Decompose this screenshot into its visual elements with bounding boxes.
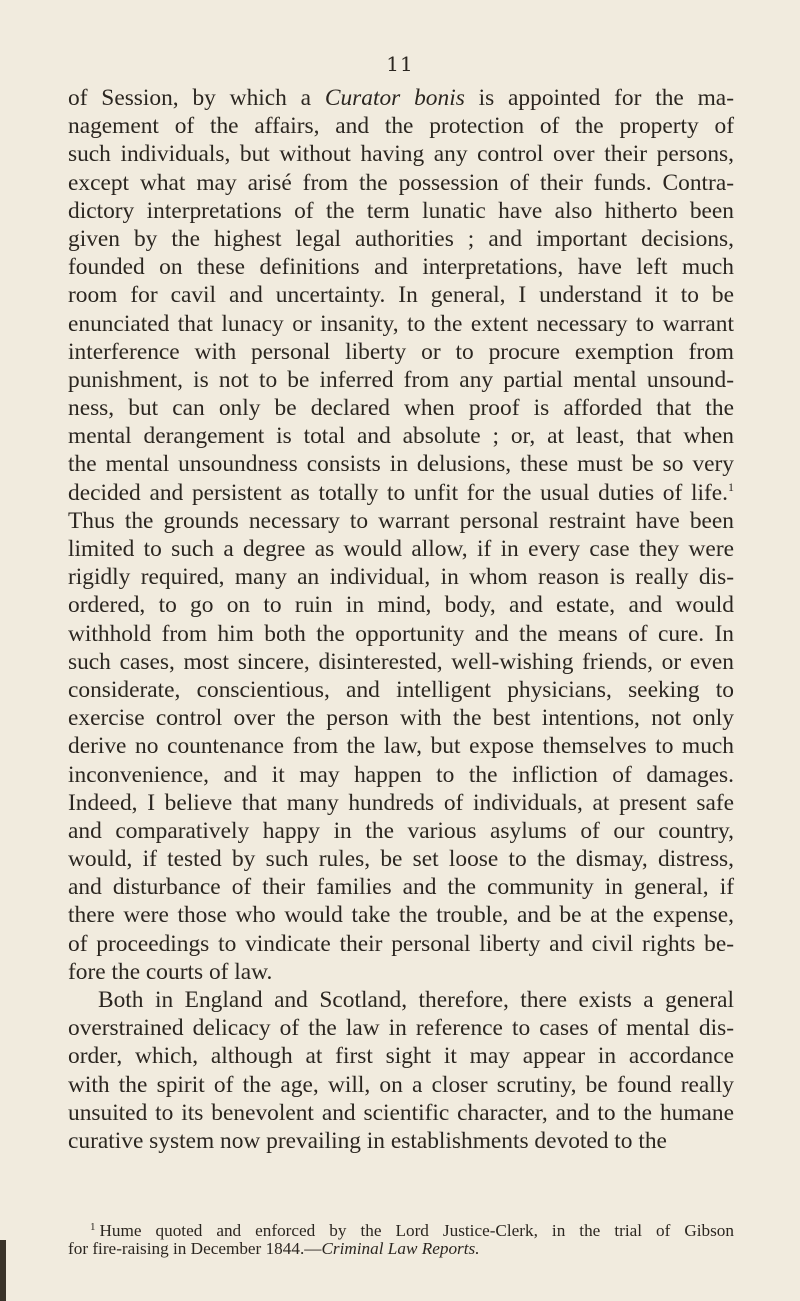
footnote-mark: 1 [90,1221,96,1233]
body-line-12: ness, but can only be declared when proof is afforded that the [68,395,734,422]
body-line-35: order, which, although at first sight it may appear in accordance [68,1043,734,1070]
body-line-7: founded on these definitions and interpretations, have left much [68,254,734,281]
body-line-10: interference with personal liberty or to procure exemption from [68,338,734,365]
footnote-source: Criminal Law Reports. [321,1239,480,1258]
body-line-34: overstrained delicacy of the law in reference to cases of mental dis- [68,1015,734,1042]
body-line-27: and comparatively happy in the various asylums of our country, [68,817,734,844]
body-line-26: Indeed, I believe that many hundreds of individuals, at present safe [68,789,734,816]
body-line-11: punishment, is not to be inferred from any partial mental unsound- [68,366,734,393]
body-line-20: withhold from him both the opportunity and the means of cure. In [68,620,734,647]
body-line-2: nagement of the affairs, and the protection of the property of [68,113,734,140]
body-line-33: Both in England and Scotland, therefore, there exists a general [98,987,734,1013]
body-line-4: except what may arisé from the possession of their funds. Contra- [68,169,734,196]
body-line-38: curative system now prevailing in establishments devoted to the [68,1127,667,1154]
body-line-32: fore the courts of law. [68,958,273,985]
body-line-31: of proceedings to vindicate their personal liberty and civil rights be- [68,930,734,957]
body-line-6: given by the highest legal authorities ; and important decisions, [68,225,734,252]
body-line-3: such individuals, but without having any control over their persons, [68,141,734,168]
latin-term: Curator bonis [324,85,465,111]
footnote-ref[interactable]: 1 [728,479,734,494]
footnote-line-1 [68,1216,734,1238]
body-line-17: limited to such a degree as would allow, if in every case they were [68,536,734,562]
body-line-36: with the spirit of the age, will, on a closer scrutiny, be found really [68,1071,734,1098]
body-line-16: Thus the grounds necessary to warrant personal restraint have been [68,507,734,534]
body-line-23: exercise control over the person with the best intentions, not only [68,705,734,732]
body-line-13: mental derangement is total and absolute ; or, at least, that when [68,423,734,450]
body-line-5: dictory interpretations of the term lunatic have also hitherto been [68,197,734,224]
body-line-8: room for cavil and uncertainty. In general, I understand it to be [68,282,734,309]
body-line-28: would, if tested by such rules, be set loose to the dismay, distress, [68,846,734,873]
footnote [68,1216,734,1260]
body-line-9: enunciated that lunacy or insanity, to the extent necessary to warrant [68,310,734,337]
body-line-18: rigidly required, many an individual, in whom reason is really dis- [68,564,734,591]
body-line-1: of Session, by which a Curator bonis is appointed for the ma- [68,85,734,111]
body-line-14: the mental unsoundness consists in delusions, these must be so very [68,451,734,478]
body-line-15: decided and persistent as totally to unfit for the usual duties of life.$^1$ [68,479,734,506]
body-line-37: unsuited to its benevolent and scientific character, and to the humane [68,1099,734,1126]
body-line-29: and disturbance of their families and the community in general, if [68,874,734,901]
footnote-text-1: Hume quoted and enforced by the Lord Justice-Clerk, in the trial of Gibson [99,1221,734,1240]
body-line-25: inconvenience, and it may happen to the infliction of damages. [68,761,734,788]
body-line-21: such cases, most sincere, disinterested, well-wishing friends, or even [68,648,734,675]
body-line-19: ordered, to go on to ruin in mind, body, and estate, and would [68,592,734,619]
body-line-22: considerate, conscientious, and intelligent physicians, seeking to [68,676,734,703]
body-line-24: derive no countenance from the law, but expose themselves to much [68,733,734,760]
footnote-line-2: for fire-raising in December 1844.—Criminal Law Reports. [68,1239,480,1258]
body-line-30: there were those who would take the trouble, and be at the expense, [68,902,734,929]
body-text [68,84,734,1155]
page-number: 11 [386,52,414,76]
page-edge-shadow [0,1240,6,1301]
